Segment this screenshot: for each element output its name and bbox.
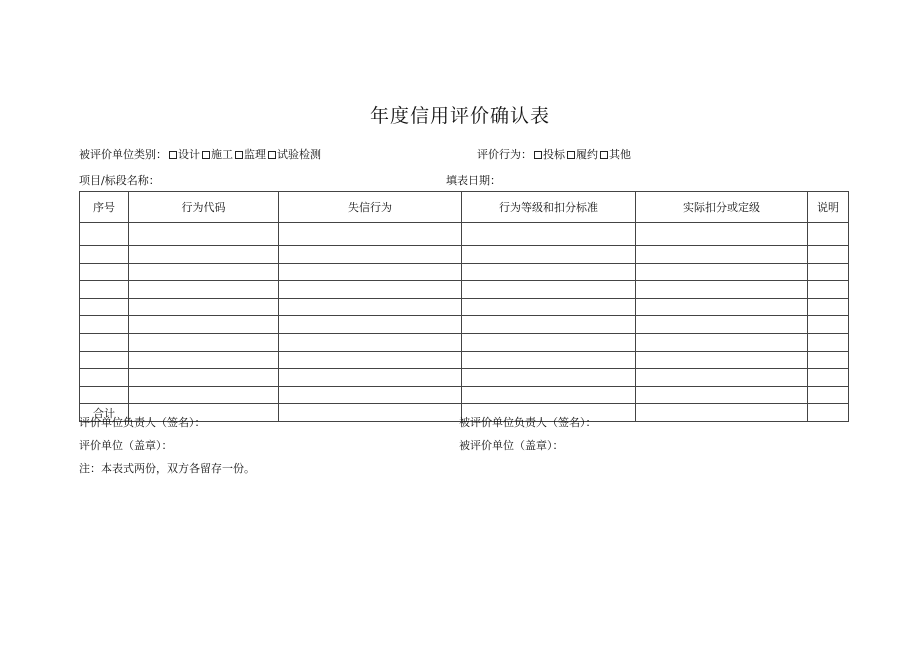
table-cell[interactable]: [808, 316, 849, 334]
table-cell[interactable]: [808, 246, 849, 264]
table-cell[interactable]: [80, 333, 129, 351]
table-cell[interactable]: [129, 369, 279, 387]
table-cell[interactable]: [636, 298, 808, 316]
checkbox-icon[interactable]: [567, 151, 575, 159]
table-cell[interactable]: [462, 298, 636, 316]
table-cell[interactable]: [462, 351, 636, 369]
table-cell[interactable]: [462, 281, 636, 299]
checkbox-icon[interactable]: [600, 151, 608, 159]
table-cell[interactable]: [279, 316, 462, 334]
table-cell[interactable]: [80, 351, 129, 369]
table-cell[interactable]: [129, 223, 279, 246]
table-row: [80, 351, 849, 369]
table-row: [80, 281, 849, 299]
table-cell[interactable]: [129, 298, 279, 316]
table-cell[interactable]: [80, 298, 129, 316]
table-cell[interactable]: [129, 281, 279, 299]
category-label: 被评价单位类别：: [79, 148, 167, 161]
table-cell[interactable]: [636, 386, 808, 404]
table-cell[interactable]: [808, 298, 849, 316]
table-row: [80, 263, 849, 281]
behavior-option-performance[interactable]: 履约: [565, 148, 598, 161]
table-cell[interactable]: [636, 333, 808, 351]
table-cell[interactable]: [636, 316, 808, 334]
table-cell[interactable]: [808, 369, 849, 387]
table-cell[interactable]: [636, 351, 808, 369]
table-cell[interactable]: [808, 263, 849, 281]
table-cell[interactable]: [279, 369, 462, 387]
checkbox-icon[interactable]: [235, 151, 243, 159]
checkbox-icon[interactable]: [202, 151, 210, 159]
table-cell[interactable]: [279, 263, 462, 281]
form-title: 年度信用评价确认表: [369, 105, 550, 127]
table-cell[interactable]: [80, 263, 129, 281]
behavior-label: 评价行为：: [477, 148, 532, 161]
table-cell[interactable]: [80, 281, 129, 299]
table-cell[interactable]: [808, 281, 849, 299]
table-cell[interactable]: [808, 351, 849, 369]
table-cell[interactable]: [808, 386, 849, 404]
table-cell[interactable]: [129, 333, 279, 351]
table-cell[interactable]: [636, 246, 808, 264]
header-code: 行为代码: [129, 192, 279, 223]
evaluated-seal-label: 被评价单位（盖章）：: [459, 439, 564, 452]
behavior-option-bid[interactable]: 投标: [532, 148, 565, 161]
table-row: [80, 369, 849, 387]
category-option-testing[interactable]: 试验检测: [266, 148, 321, 161]
table-cell[interactable]: [80, 316, 129, 334]
checkbox-icon[interactable]: [268, 151, 276, 159]
table-cell[interactable]: [462, 316, 636, 334]
header-behavior: 失信行为: [279, 192, 462, 223]
table-row: [80, 316, 849, 334]
header-standard: 行为等级和扣分标准: [462, 192, 636, 223]
behavior-option-other[interactable]: 其他: [598, 148, 631, 161]
table-cell[interactable]: [279, 333, 462, 351]
table-cell[interactable]: [80, 223, 129, 246]
table-cell[interactable]: [636, 404, 808, 422]
table-row: [80, 298, 849, 316]
table-cell[interactable]: [636, 369, 808, 387]
table-header-row: [80, 192, 849, 223]
table-cell[interactable]: [808, 223, 849, 246]
evaluated-sign-label: 被评价单位负责人（签名）：: [459, 416, 597, 429]
checkbox-icon[interactable]: [534, 151, 542, 159]
category-row: [79, 146, 321, 162]
table-cell[interactable]: [808, 333, 849, 351]
total-label: 合计: [80, 404, 129, 422]
table-row: [80, 386, 849, 404]
header-index: 序号: [80, 192, 129, 223]
form-note: 注：本表式两份，双方各留存一份。: [79, 462, 255, 475]
table-cell[interactable]: [279, 281, 462, 299]
table-cell[interactable]: [636, 263, 808, 281]
category-option-supervision[interactable]: 监理: [233, 148, 266, 161]
table-cell[interactable]: [279, 404, 462, 422]
table-row: [80, 223, 849, 246]
table-cell[interactable]: [129, 246, 279, 264]
fill-date-label: 填表日期：: [446, 174, 501, 187]
category-option-design[interactable]: 设计: [167, 148, 200, 161]
table-cell[interactable]: [279, 351, 462, 369]
table-cell[interactable]: [129, 316, 279, 334]
category-option-construction[interactable]: 施工: [200, 148, 233, 161]
table-cell[interactable]: [80, 246, 129, 264]
table-cell[interactable]: [129, 263, 279, 281]
table-row: [80, 246, 849, 264]
table-cell[interactable]: [279, 246, 462, 264]
table-cell[interactable]: [462, 246, 636, 264]
table-cell[interactable]: [279, 223, 462, 246]
table-cell[interactable]: [279, 298, 462, 316]
header-remark: 说明: [808, 192, 849, 223]
table-cell[interactable]: [80, 369, 129, 387]
table-cell[interactable]: [279, 386, 462, 404]
header-deduction: 实际扣分或定级: [636, 192, 808, 223]
project-label: 项目/标段名称：: [79, 174, 160, 187]
table-cell[interactable]: [129, 386, 279, 404]
behavior-row: [477, 146, 631, 162]
table-cell[interactable]: [80, 386, 129, 404]
table-cell[interactable]: [462, 333, 636, 351]
table-cell[interactable]: [462, 369, 636, 387]
table-cell[interactable]: [462, 386, 636, 404]
table-cell[interactable]: [462, 263, 636, 281]
table-row: [80, 333, 849, 351]
table-cell[interactable]: [636, 223, 808, 246]
checkbox-icon[interactable]: [169, 151, 177, 159]
evaluation-table: [79, 191, 849, 422]
table-cell[interactable]: [636, 281, 808, 299]
table-cell[interactable]: [462, 223, 636, 246]
evaluator-sign-label: 评价单位负责人（签名）：: [79, 416, 206, 429]
evaluator-seal-label: 评价单位（盖章）：: [79, 439, 173, 452]
table-cell[interactable]: [808, 404, 849, 422]
table-cell[interactable]: [129, 351, 279, 369]
